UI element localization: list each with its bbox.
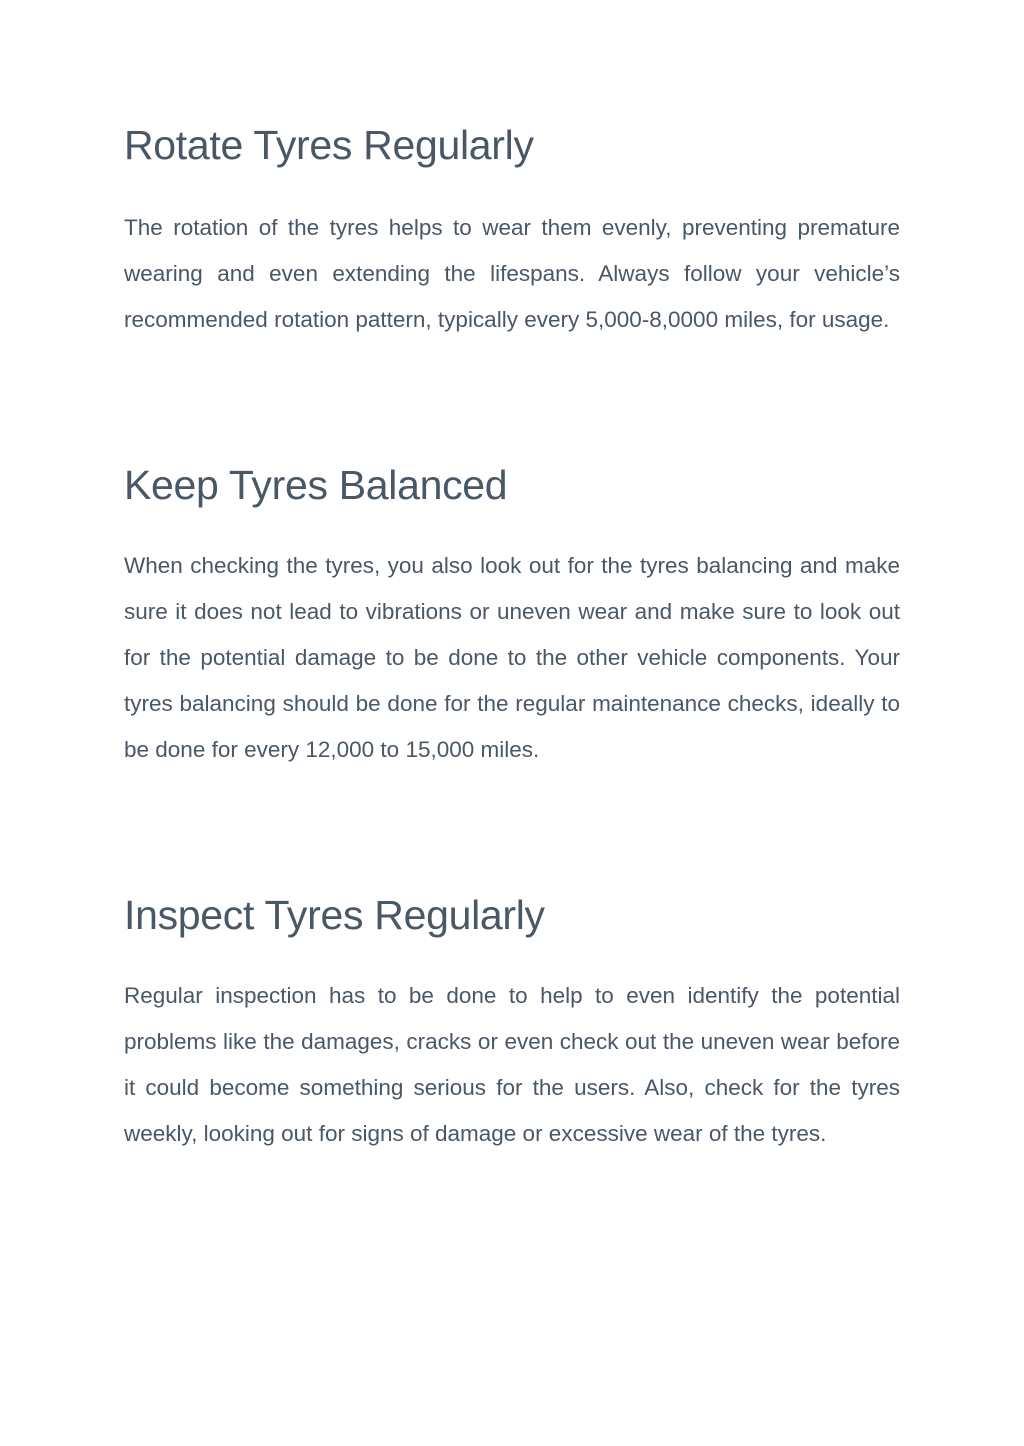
section-title-keep-balanced: Keep Tyres Balanced: [124, 462, 508, 508]
section-body-inspect-tyres: Regular inspection has to be done to help to even identify the potential problems like the damages, cracks or even check out the uneven wear before it could become something serious for the users. Also, check for the tyres weekly, looking out for signs of damage or excessive wear of the tyres.: [124, 983, 900, 1146]
section-body-rotate-tyres: The rotation of the tyres helps to wear them evenly, preventing premature wearing and even extending the lifespans. Always follow your vehicle’s recommended rotation pattern, typically every 5,000-8,0000 miles, for usage.: [124, 215, 900, 332]
section-title-inspect-tyres: Inspect Tyres Regularly: [124, 892, 545, 938]
section-title-rotate-tyres: Rotate Tyres Regularly: [124, 122, 534, 168]
section-body-keep-balanced: When checking the tyres, you also look out for the tyres balancing and make sure it does not lead to vibrations or uneven wear and make sure to look out for the potential damage to be done to the other vehicle components. Your tyres balancing should be done for the regular maintenance checks, ideally to be done for every 12,000 to 15,000 miles.: [124, 553, 900, 762]
